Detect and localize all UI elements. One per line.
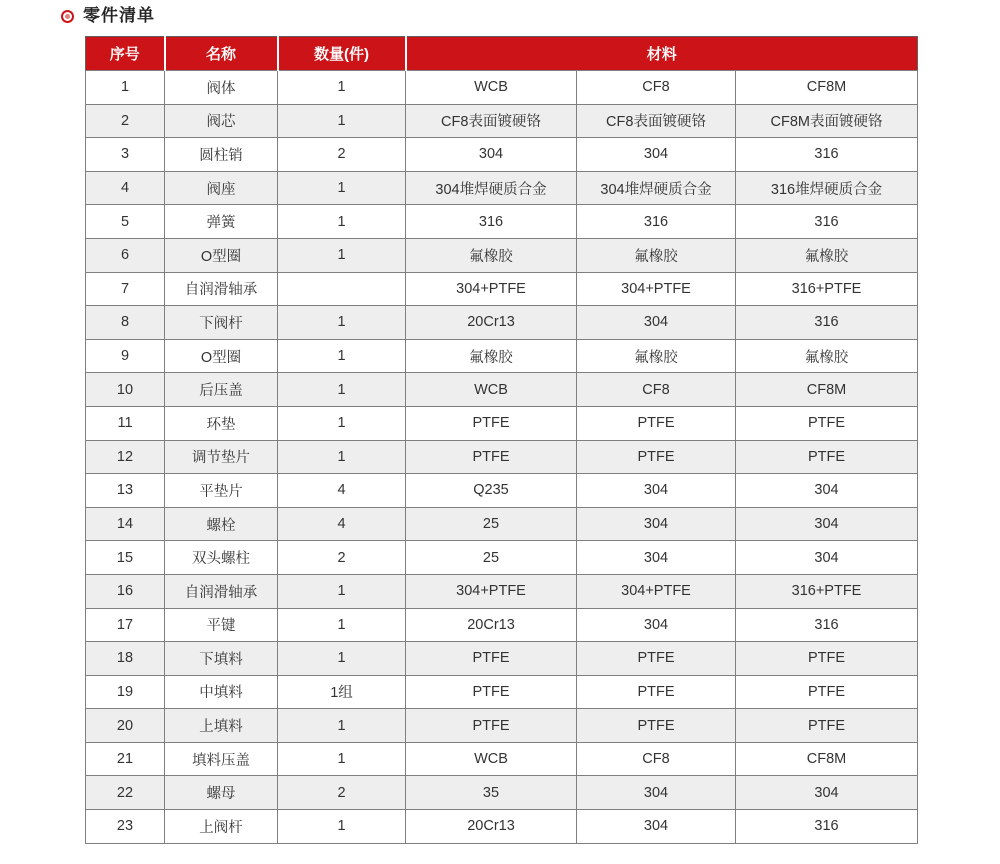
cell-index: 9 bbox=[86, 339, 165, 373]
cell-material-3: 316 bbox=[736, 205, 918, 239]
cell-name: 阀座 bbox=[165, 171, 278, 205]
cell-qty: 1 bbox=[278, 71, 406, 105]
cell-qty bbox=[278, 272, 406, 306]
cell-qty: 1 bbox=[278, 238, 406, 272]
cell-index: 12 bbox=[86, 440, 165, 474]
cell-name: 上填料 bbox=[165, 709, 278, 743]
cell-material-2: CF8 bbox=[577, 742, 736, 776]
cell-name: 调节垫片 bbox=[165, 440, 278, 474]
table-row bbox=[86, 742, 918, 776]
cell-index: 15 bbox=[86, 541, 165, 575]
table-row bbox=[86, 776, 918, 810]
table-row bbox=[86, 205, 918, 239]
cell-material-3: 316+PTFE bbox=[736, 574, 918, 608]
cell-qty: 1 bbox=[278, 709, 406, 743]
cell-material-3: 氟橡胶 bbox=[736, 339, 918, 373]
cell-index: 18 bbox=[86, 642, 165, 676]
cell-index: 4 bbox=[86, 171, 165, 205]
cell-name: 平垫片 bbox=[165, 474, 278, 508]
cell-index: 16 bbox=[86, 574, 165, 608]
cell-material-1: PTFE bbox=[406, 406, 577, 440]
cell-material-1: PTFE bbox=[406, 675, 577, 709]
cell-index: 3 bbox=[86, 138, 165, 172]
cell-material-2: 304 bbox=[577, 810, 736, 844]
cell-name: O型圈 bbox=[165, 238, 278, 272]
cell-material-2: PTFE bbox=[577, 709, 736, 743]
cell-qty: 4 bbox=[278, 507, 406, 541]
parts-table bbox=[85, 36, 918, 844]
table-row bbox=[86, 608, 918, 642]
table-header-row bbox=[86, 37, 918, 71]
cell-qty: 1组 bbox=[278, 675, 406, 709]
table-row bbox=[86, 440, 918, 474]
cell-material-1: WCB bbox=[406, 742, 577, 776]
cell-material-1: WCB bbox=[406, 373, 577, 407]
cell-index: 14 bbox=[86, 507, 165, 541]
cell-index: 23 bbox=[86, 810, 165, 844]
cell-material-2: 304堆焊硬质合金 bbox=[577, 171, 736, 205]
table-head bbox=[86, 37, 918, 71]
cell-material-1: 25 bbox=[406, 541, 577, 575]
table-row bbox=[86, 104, 918, 138]
cell-material-3: 316 bbox=[736, 138, 918, 172]
col-header-qty: 数量(件) bbox=[278, 37, 406, 71]
table-row bbox=[86, 272, 918, 306]
cell-qty: 1 bbox=[278, 306, 406, 340]
table-row bbox=[86, 71, 918, 105]
cell-material-3: PTFE bbox=[736, 642, 918, 676]
page-title: 零件清单 bbox=[83, 6, 155, 25]
cell-material-3: CF8M表面镀硬铬 bbox=[736, 104, 918, 138]
cell-material-2: PTFE bbox=[577, 440, 736, 474]
cell-material-2: 304 bbox=[577, 507, 736, 541]
cell-material-1: 25 bbox=[406, 507, 577, 541]
cell-material-3: 304 bbox=[736, 541, 918, 575]
cell-material-3: 316 bbox=[736, 306, 918, 340]
cell-material-3: 316堆焊硬质合金 bbox=[736, 171, 918, 205]
cell-material-3: 304 bbox=[736, 507, 918, 541]
cell-material-2: 316 bbox=[577, 205, 736, 239]
cell-name: 螺母 bbox=[165, 776, 278, 810]
cell-name: 平键 bbox=[165, 608, 278, 642]
cell-material-3: 304 bbox=[736, 776, 918, 810]
cell-material-1: PTFE bbox=[406, 440, 577, 474]
cell-index: 10 bbox=[86, 373, 165, 407]
cell-index: 8 bbox=[86, 306, 165, 340]
cell-index: 13 bbox=[86, 474, 165, 508]
cell-material-1: 20Cr13 bbox=[406, 608, 577, 642]
cell-material-2: 304 bbox=[577, 474, 736, 508]
cell-qty: 4 bbox=[278, 474, 406, 508]
cell-material-3: CF8M bbox=[736, 71, 918, 105]
cell-qty: 1 bbox=[278, 339, 406, 373]
cell-material-1: 氟橡胶 bbox=[406, 238, 577, 272]
cell-name: 圆柱销 bbox=[165, 138, 278, 172]
cell-name: 阀芯 bbox=[165, 104, 278, 138]
cell-material-1: 20Cr13 bbox=[406, 306, 577, 340]
cell-index: 5 bbox=[86, 205, 165, 239]
table-row bbox=[86, 238, 918, 272]
cell-name: 填料压盖 bbox=[165, 742, 278, 776]
cell-material-2: PTFE bbox=[577, 642, 736, 676]
cell-material-2: CF8 bbox=[577, 373, 736, 407]
cell-material-3: 316 bbox=[736, 608, 918, 642]
cell-material-2: 304 bbox=[577, 138, 736, 172]
cell-qty: 1 bbox=[278, 574, 406, 608]
cell-material-2: PTFE bbox=[577, 406, 736, 440]
cell-index: 7 bbox=[86, 272, 165, 306]
table-row bbox=[86, 373, 918, 407]
cell-material-2: 304 bbox=[577, 306, 736, 340]
cell-material-2: PTFE bbox=[577, 675, 736, 709]
cell-material-3: PTFE bbox=[736, 675, 918, 709]
col-header-name: 名称 bbox=[165, 37, 278, 71]
table-row bbox=[86, 541, 918, 575]
table-row bbox=[86, 474, 918, 508]
col-header-material: 材料 bbox=[406, 37, 918, 71]
cell-material-2: 304 bbox=[577, 776, 736, 810]
cell-qty: 1 bbox=[278, 742, 406, 776]
cell-name: 自润滑轴承 bbox=[165, 272, 278, 306]
table-row bbox=[86, 507, 918, 541]
cell-material-2: CF8表面镀硬铬 bbox=[577, 104, 736, 138]
cell-material-2: 304 bbox=[577, 608, 736, 642]
cell-name: 环垫 bbox=[165, 406, 278, 440]
cell-material-1: 20Cr13 bbox=[406, 810, 577, 844]
cell-material-3: 316 bbox=[736, 810, 918, 844]
cell-material-1: 304 bbox=[406, 138, 577, 172]
cell-name: 自润滑轴承 bbox=[165, 574, 278, 608]
section-header bbox=[63, 4, 155, 28]
cell-index: 21 bbox=[86, 742, 165, 776]
cell-qty: 1 bbox=[278, 171, 406, 205]
cell-material-1: CF8表面镀硬铬 bbox=[406, 104, 577, 138]
cell-name: 后压盖 bbox=[165, 373, 278, 407]
cell-material-2: 氟橡胶 bbox=[577, 238, 736, 272]
cell-qty: 1 bbox=[278, 440, 406, 474]
cell-material-1: Q235 bbox=[406, 474, 577, 508]
table-row bbox=[86, 306, 918, 340]
table-row bbox=[86, 810, 918, 844]
cell-index: 19 bbox=[86, 675, 165, 709]
cell-name: 螺栓 bbox=[165, 507, 278, 541]
cell-material-3: 316+PTFE bbox=[736, 272, 918, 306]
cell-qty: 1 bbox=[278, 104, 406, 138]
cell-index: 20 bbox=[86, 709, 165, 743]
cell-material-3: CF8M bbox=[736, 373, 918, 407]
cell-material-3: 氟橡胶 bbox=[736, 238, 918, 272]
cell-name: 下填料 bbox=[165, 642, 278, 676]
cell-name: 中填料 bbox=[165, 675, 278, 709]
table-row bbox=[86, 709, 918, 743]
cell-name: 阀体 bbox=[165, 71, 278, 105]
cell-qty: 1 bbox=[278, 810, 406, 844]
table-body bbox=[86, 71, 918, 844]
cell-qty: 1 bbox=[278, 373, 406, 407]
cell-index: 6 bbox=[86, 238, 165, 272]
cell-material-1: 35 bbox=[406, 776, 577, 810]
cell-material-2: 304 bbox=[577, 541, 736, 575]
cell-name: 双头螺柱 bbox=[165, 541, 278, 575]
cell-material-3: CF8M bbox=[736, 742, 918, 776]
cell-material-1: WCB bbox=[406, 71, 577, 105]
cell-material-1: 304堆焊硬质合金 bbox=[406, 171, 577, 205]
cell-index: 17 bbox=[86, 608, 165, 642]
cell-name: 上阀杆 bbox=[165, 810, 278, 844]
cell-qty: 1 bbox=[278, 205, 406, 239]
cell-material-1: PTFE bbox=[406, 709, 577, 743]
cell-index: 11 bbox=[86, 406, 165, 440]
cell-material-2: 304+PTFE bbox=[577, 272, 736, 306]
cell-material-2: 氟橡胶 bbox=[577, 339, 736, 373]
cell-material-1: 304+PTFE bbox=[406, 272, 577, 306]
cell-name: 弹簧 bbox=[165, 205, 278, 239]
cell-index: 2 bbox=[86, 104, 165, 138]
table-row bbox=[86, 574, 918, 608]
cell-qty: 1 bbox=[278, 642, 406, 676]
cell-material-1: PTFE bbox=[406, 642, 577, 676]
cell-qty: 2 bbox=[278, 776, 406, 810]
cell-qty: 2 bbox=[278, 541, 406, 575]
cell-material-3: PTFE bbox=[736, 440, 918, 474]
cell-qty: 2 bbox=[278, 138, 406, 172]
cell-material-3: PTFE bbox=[736, 709, 918, 743]
cell-material-3: 304 bbox=[736, 474, 918, 508]
cell-material-2: CF8 bbox=[577, 71, 736, 105]
cell-qty: 1 bbox=[278, 608, 406, 642]
table-row bbox=[86, 675, 918, 709]
cell-material-2: 304+PTFE bbox=[577, 574, 736, 608]
cell-index: 22 bbox=[86, 776, 165, 810]
cell-material-1: 氟橡胶 bbox=[406, 339, 577, 373]
cell-name: O型圈 bbox=[165, 339, 278, 373]
cell-material-1: 316 bbox=[406, 205, 577, 239]
cell-index: 1 bbox=[86, 71, 165, 105]
target-dot-icon bbox=[63, 12, 72, 21]
table-row bbox=[86, 406, 918, 440]
table-row bbox=[86, 138, 918, 172]
table-row bbox=[86, 171, 918, 205]
cell-qty: 1 bbox=[278, 406, 406, 440]
col-header-index: 序号 bbox=[86, 37, 165, 71]
cell-name: 下阀杆 bbox=[165, 306, 278, 340]
table-row bbox=[86, 642, 918, 676]
table-row bbox=[86, 339, 918, 373]
cell-material-3: PTFE bbox=[736, 406, 918, 440]
cell-material-1: 304+PTFE bbox=[406, 574, 577, 608]
